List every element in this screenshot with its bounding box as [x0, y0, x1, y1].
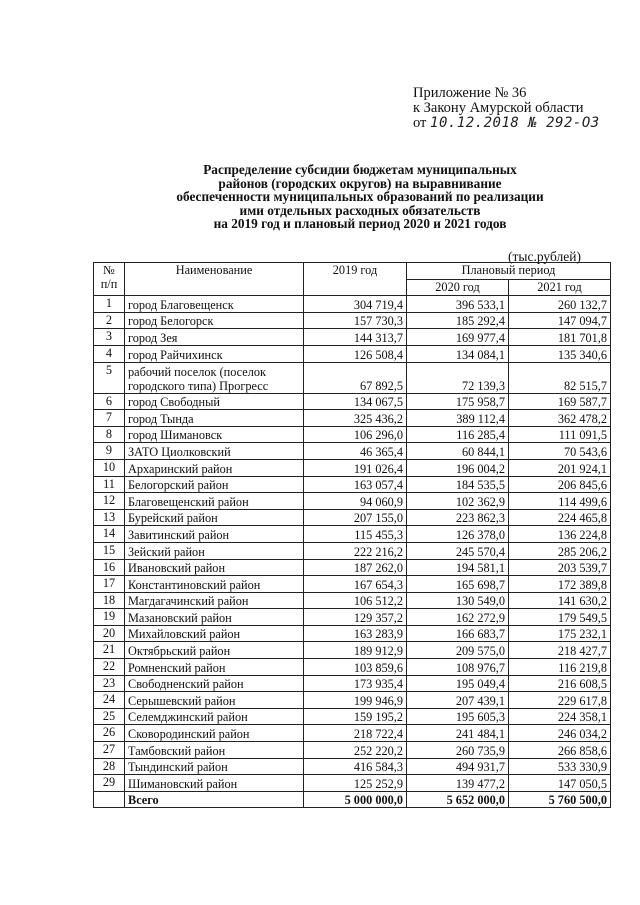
row-value-2020: 196 004,2 [407, 459, 509, 476]
header-2021: 2021 год [509, 279, 611, 296]
row-number: 24 [94, 692, 125, 709]
row-value-2021: 246 034,2 [509, 725, 611, 742]
table-row [94, 758, 611, 775]
table-row [94, 476, 611, 493]
row-value-2021: 70 543,6 [509, 443, 611, 460]
row-name: город Белогорск [125, 312, 304, 329]
row-value-2019: 199 946,9 [304, 692, 407, 709]
row-name: город Зея [125, 329, 304, 346]
table-row [94, 609, 611, 626]
row-number: 5 [94, 362, 125, 393]
row-value-2020: 245 570,4 [407, 542, 509, 559]
appendix-law: к Закону Амурской области [413, 100, 584, 116]
row-value-2019: 115 455,3 [304, 526, 407, 543]
row-value-2020: 209 575,0 [407, 642, 509, 659]
row-number: 25 [94, 708, 125, 725]
row-value-2019: 304 719,4 [304, 296, 407, 313]
row-number: 15 [94, 542, 125, 559]
table-row [94, 559, 611, 576]
row-value-2019: 144 313,7 [304, 329, 407, 346]
table-row [94, 493, 611, 510]
row-value-2020: 260 735,9 [407, 742, 509, 759]
appendix-block [413, 86, 600, 131]
row-value-2019: 325 436,2 [304, 410, 407, 427]
row-value-2021: 201 924,1 [509, 459, 611, 476]
row-value-2019: 125 252,9 [304, 775, 407, 792]
row-value-2021: 111 091,5 [509, 426, 611, 443]
row-name: Сковородинский район [125, 725, 304, 742]
row-value-2021: 116 219,8 [509, 659, 611, 676]
row-value-2020: 184 535,5 [407, 476, 509, 493]
row-name: Тамбовский район [125, 742, 304, 759]
appendix-date-prefix: от [413, 115, 427, 131]
row-value-2019: 134 067,5 [304, 393, 407, 410]
row-value-2020: 60 844,1 [407, 443, 509, 460]
total-2020: 5 652 000,0 [407, 791, 509, 808]
row-number: 29 [94, 775, 125, 792]
row-number: 9 [94, 443, 125, 460]
row-value-2021: 216 608,5 [509, 675, 611, 692]
total-row [94, 791, 611, 808]
row-name: Мазановский район [125, 609, 304, 626]
row-name: Магдагачинский район [125, 592, 304, 609]
row-name: Октябрьский район [125, 642, 304, 659]
row-value-2019: 94 060,9 [304, 493, 407, 510]
table-row [94, 296, 611, 313]
units-label: (тыс.рублей) [508, 249, 581, 264]
row-number: 23 [94, 675, 125, 692]
row-value-2021: 147 050,5 [509, 775, 611, 792]
row-value-2019: 163 057,4 [304, 476, 407, 493]
row-name: Ромненский район [125, 659, 304, 676]
table-row [94, 775, 611, 792]
row-value-2021: 218 427,7 [509, 642, 611, 659]
row-value-2020: 207 439,1 [407, 692, 509, 709]
row-number: 27 [94, 742, 125, 759]
header-name: Наименование [125, 263, 304, 296]
row-number: 12 [94, 493, 125, 510]
row-value-2020: 389 112,4 [407, 410, 509, 427]
total-label: Всего [125, 791, 304, 808]
row-value-2019: 167 654,3 [304, 576, 407, 593]
row-number: 26 [94, 725, 125, 742]
row-name: город Тында [125, 410, 304, 427]
row-name: Михайловский район [125, 625, 304, 642]
row-value-2019: 416 584,3 [304, 758, 407, 775]
row-value-2020: 130 549,0 [407, 592, 509, 609]
row-number: 1 [94, 296, 125, 313]
row-number: 20 [94, 625, 125, 642]
table-row [94, 592, 611, 609]
row-value-2019: 106 512,2 [304, 592, 407, 609]
table-row [94, 410, 611, 427]
row-value-2020: 166 683,7 [407, 625, 509, 642]
title-line-2: районов (городских округов) на выравнивание [218, 175, 502, 191]
total-2021: 5 760 500,0 [509, 791, 611, 808]
row-value-2020: 72 139,3 [407, 362, 509, 393]
row-value-2020: 195 605,3 [407, 708, 509, 725]
row-number: 19 [94, 609, 125, 626]
row-value-2019: 189 912,9 [304, 642, 407, 659]
row-value-2021: 285 206,2 [509, 542, 611, 559]
table-row [94, 526, 611, 543]
subsidy-table [93, 262, 611, 808]
row-number: 17 [94, 576, 125, 593]
row-name: город Райчихинск [125, 345, 304, 362]
table-row [94, 362, 611, 393]
header-num: № п/п [94, 263, 125, 296]
row-value-2021: 136 224,8 [509, 526, 611, 543]
table-row [94, 708, 611, 725]
row-name: город Свободный [125, 393, 304, 410]
table-row [94, 509, 611, 526]
row-number: 8 [94, 426, 125, 443]
row-number: 18 [94, 592, 125, 609]
header-planned: Плановый период [407, 263, 611, 280]
row-value-2019: 207 155,0 [304, 509, 407, 526]
appendix-number: Приложение № 36 [413, 85, 527, 101]
row-value-2020: 195 049,4 [407, 675, 509, 692]
handwritten-date-number: 10.12.2018 № 292-ОЗ [430, 115, 600, 131]
row-name: Зейский район [125, 542, 304, 559]
document-title [130, 163, 590, 231]
row-value-2020: 165 698,7 [407, 576, 509, 593]
row-value-2020: 194 581,1 [407, 559, 509, 576]
row-number: 2 [94, 312, 125, 329]
total-2019: 5 000 000,0 [304, 791, 407, 808]
row-value-2019: 163 283,9 [304, 625, 407, 642]
row-name: Архаринский район [125, 459, 304, 476]
row-name: Серышевский район [125, 692, 304, 709]
row-value-2019: 218 722,4 [304, 725, 407, 742]
row-name: Шимановский район [125, 775, 304, 792]
row-name: город Благовещенск [125, 296, 304, 313]
row-name: Белогорский район [125, 476, 304, 493]
row-name: Благовещенский район [125, 493, 304, 510]
row-value-2019: 46 365,4 [304, 443, 407, 460]
table-row [94, 742, 611, 759]
row-value-2019: 157 730,3 [304, 312, 407, 329]
row-value-2020: 494 931,7 [407, 758, 509, 775]
row-number: 28 [94, 758, 125, 775]
row-name: Тындинский район [125, 758, 304, 775]
row-name: Бурейский район [125, 509, 304, 526]
title-line-3: обеспеченности муниципальных образований по реализации [176, 189, 544, 205]
row-value-2020: 185 292,4 [407, 312, 509, 329]
row-value-2021: 260 132,7 [509, 296, 611, 313]
row-name: Ивановский район [125, 559, 304, 576]
row-value-2019: 106 296,0 [304, 426, 407, 443]
row-value-2020: 169 977,4 [407, 329, 509, 346]
row-value-2020: 108 976,7 [407, 659, 509, 676]
row-value-2020: 223 862,3 [407, 509, 509, 526]
row-value-2021: 266 858,6 [509, 742, 611, 759]
table-row [94, 725, 611, 742]
row-value-2019: 159 195,2 [304, 708, 407, 725]
table-row [94, 312, 611, 329]
row-number: 7 [94, 410, 125, 427]
row-value-2021: 206 845,6 [509, 476, 611, 493]
row-value-2021: 533 330,9 [509, 758, 611, 775]
row-value-2021: 224 465,8 [509, 509, 611, 526]
table-row [94, 692, 611, 709]
table-row [94, 542, 611, 559]
row-value-2019: 129 357,2 [304, 609, 407, 626]
row-number: 3 [94, 329, 125, 346]
row-value-2021: 135 340,6 [509, 345, 611, 362]
table-row [94, 625, 611, 642]
row-value-2020: 134 084,1 [407, 345, 509, 362]
row-value-2020: 139 477,2 [407, 775, 509, 792]
row-value-2021: 147 094,7 [509, 312, 611, 329]
row-value-2021: 169 587,7 [509, 393, 611, 410]
row-value-2020: 102 362,9 [407, 493, 509, 510]
row-value-2021: 114 499,6 [509, 493, 611, 510]
title-line-4: ими отдельных расходных обязательств [239, 202, 481, 218]
title-line-5: на 2019 год и плановый период 2020 и 2021 годов [213, 216, 507, 232]
row-name: Свободненский район [125, 675, 304, 692]
table-row [94, 659, 611, 676]
total-num [94, 791, 125, 808]
table-row [94, 459, 611, 476]
table-row [94, 329, 611, 346]
title-line-1: Распределение субсидии бюджетам муниципальных [203, 162, 517, 177]
row-number: 13 [94, 509, 125, 526]
row-name: Константиновский район [125, 576, 304, 593]
row-value-2020: 175 958,7 [407, 393, 509, 410]
row-name: рабочий поселок (поселок городского типа) Прогресс [125, 362, 304, 393]
table-row [94, 642, 611, 659]
row-name: Завитинский район [125, 526, 304, 543]
header-2020: 2020 год [407, 279, 509, 296]
row-number: 10 [94, 459, 125, 476]
row-value-2021: 175 232,1 [509, 625, 611, 642]
row-value-2019: 252 220,2 [304, 742, 407, 759]
row-value-2019: 187 262,0 [304, 559, 407, 576]
row-value-2021: 141 630,2 [509, 592, 611, 609]
row-name: ЗАТО Циолковский [125, 443, 304, 460]
row-value-2021: 203 539,7 [509, 559, 611, 576]
row-value-2019: 67 892,5 [304, 362, 407, 393]
table-row [94, 576, 611, 593]
row-value-2021: 82 515,7 [509, 362, 611, 393]
row-number: 6 [94, 393, 125, 410]
row-value-2020: 241 484,1 [407, 725, 509, 742]
row-value-2019: 191 026,4 [304, 459, 407, 476]
row-number: 11 [94, 476, 125, 493]
row-value-2021: 229 617,8 [509, 692, 611, 709]
appendix-date-line [413, 116, 600, 131]
row-value-2019: 103 859,6 [304, 659, 407, 676]
row-number: 16 [94, 559, 125, 576]
row-value-2021: 362 478,2 [509, 410, 611, 427]
table-row [94, 443, 611, 460]
row-number: 4 [94, 345, 125, 362]
row-number: 14 [94, 526, 125, 543]
table-row [94, 345, 611, 362]
row-value-2020: 162 272,9 [407, 609, 509, 626]
row-value-2019: 173 935,4 [304, 675, 407, 692]
table-row [94, 393, 611, 410]
table-row [94, 675, 611, 692]
row-value-2021: 181 701,8 [509, 329, 611, 346]
row-value-2021: 224 358,1 [509, 708, 611, 725]
row-number: 22 [94, 659, 125, 676]
row-value-2020: 126 378,0 [407, 526, 509, 543]
header-2019: 2019 год [304, 263, 407, 296]
table-row [94, 426, 611, 443]
row-value-2020: 116 285,4 [407, 426, 509, 443]
row-name: Селемджинский район [125, 708, 304, 725]
row-value-2020: 396 533,1 [407, 296, 509, 313]
row-value-2021: 172 389,8 [509, 576, 611, 593]
table-body [94, 296, 611, 808]
row-number: 21 [94, 642, 125, 659]
row-value-2019: 126 508,4 [304, 345, 407, 362]
row-name: город Шимановск [125, 426, 304, 443]
row-value-2019: 222 216,2 [304, 542, 407, 559]
row-value-2021: 179 549,5 [509, 609, 611, 626]
